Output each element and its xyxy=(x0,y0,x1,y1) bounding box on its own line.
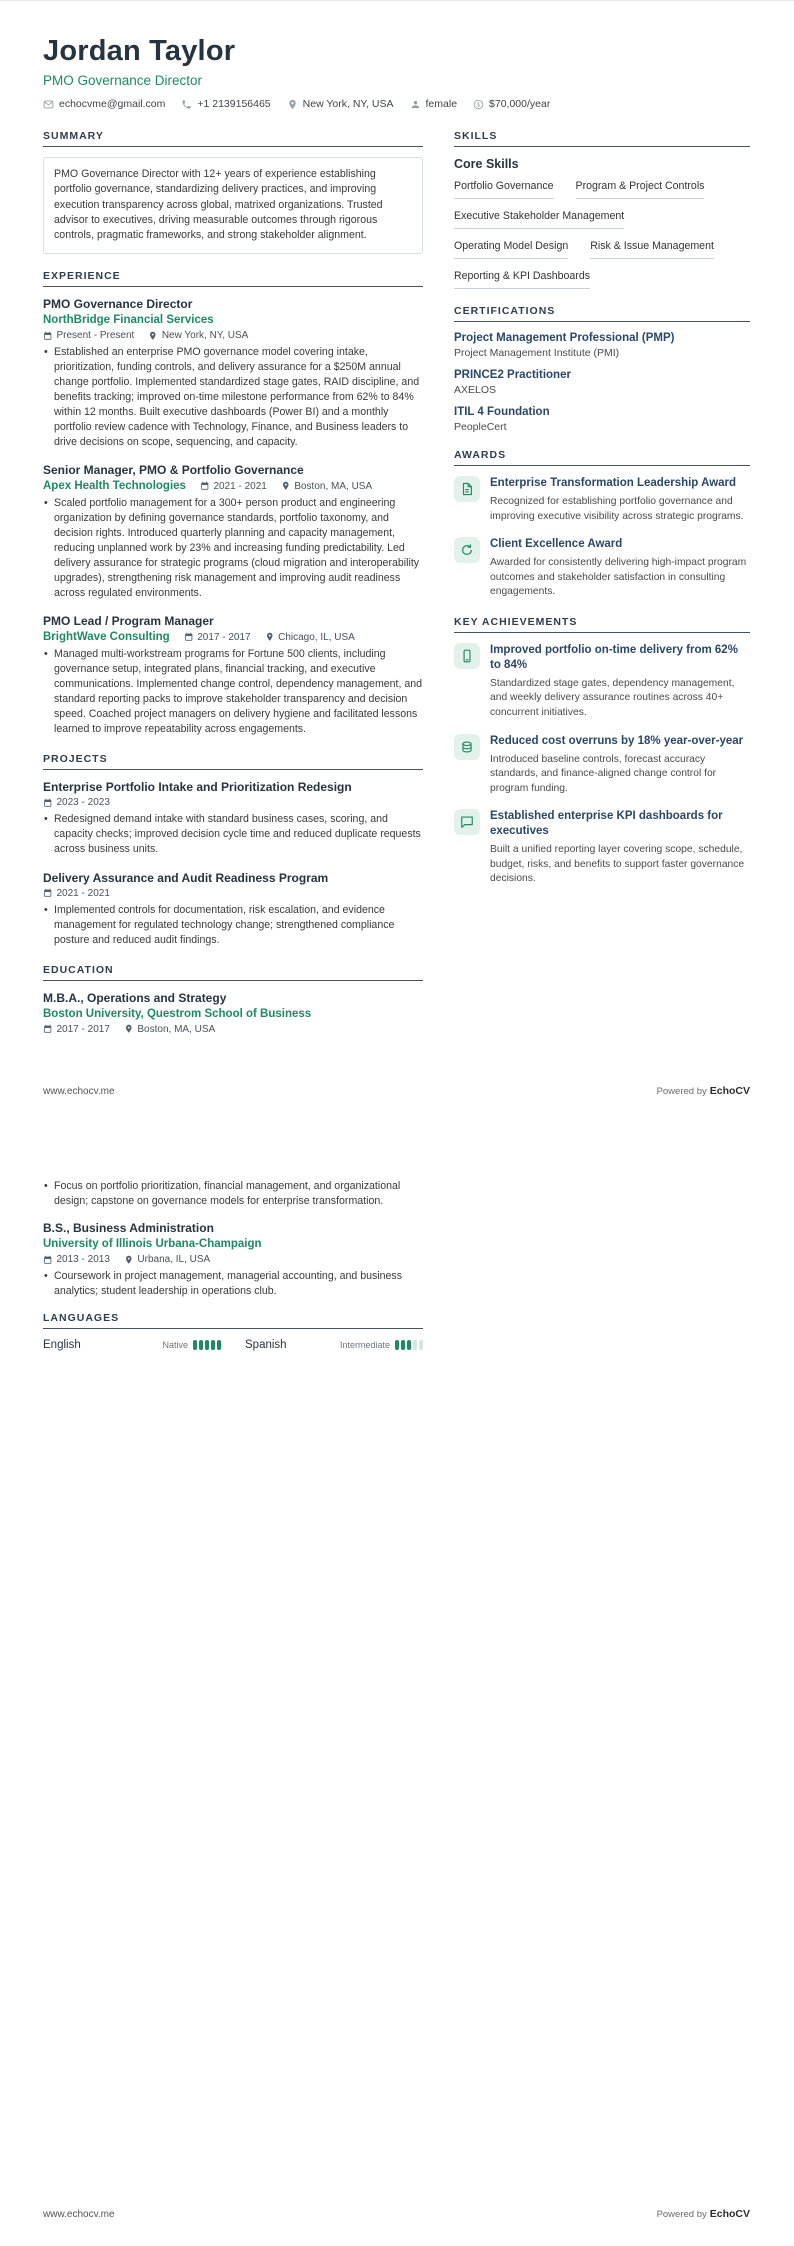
language-level-bar xyxy=(217,1340,221,1350)
certification-name: Project Management Professional (PMP) xyxy=(454,332,675,344)
education-item xyxy=(43,1221,423,1299)
chat-icon xyxy=(454,809,480,835)
contact-row xyxy=(43,98,750,110)
skills-section xyxy=(454,130,750,289)
project-dates-text: 2021 - 2021 xyxy=(56,887,110,899)
job-dates-text: 2021 - 2021 xyxy=(213,480,267,492)
achievement-body xyxy=(490,643,750,721)
job-dates xyxy=(43,330,134,341)
phone-icon xyxy=(181,99,192,110)
job-bullets xyxy=(43,647,423,737)
education-dates xyxy=(43,1254,110,1265)
left-column xyxy=(43,1177,423,1367)
contact-location-text: New York, NY, USA xyxy=(302,98,394,110)
award-item xyxy=(454,476,750,524)
key-achievements-section xyxy=(454,616,750,887)
contact-salary-text: $70,000/year xyxy=(489,98,551,110)
certification-item xyxy=(454,332,750,359)
certification-name: PRINCE2 Practitioner xyxy=(454,369,571,381)
calendar-icon xyxy=(43,798,53,808)
contact-salary xyxy=(473,98,550,110)
left-column xyxy=(43,130,423,1051)
email-icon xyxy=(43,99,54,110)
skill-tag: Risk & Issue Management xyxy=(590,240,714,259)
language-level-bars xyxy=(193,1340,221,1350)
experience-item xyxy=(43,297,423,450)
award-item xyxy=(454,537,750,600)
job-bullets xyxy=(43,496,423,601)
education-meta-line xyxy=(43,1008,423,1035)
language-name: English xyxy=(43,1339,81,1352)
skill-tag: Reporting & KPI Dashboards xyxy=(454,270,590,289)
certifications-heading: CERTIFICATIONS xyxy=(454,305,750,322)
education-location xyxy=(124,1254,210,1265)
candidate-title: PMO Governance Director xyxy=(43,73,203,88)
skill-tag: Executive Stakeholder Management xyxy=(454,210,624,229)
skills-heading: SKILLS xyxy=(454,130,750,147)
bullet-point: • Implemented controls for documentation, risk escalation, and evidence management for regulated technology change; strengthened compliance posture and reduced audit findings. xyxy=(43,903,423,948)
education-location xyxy=(124,1024,215,1035)
bullet-point: • Focus on portfolio prioritization, financial management, and organizational design; capstone on governance models for enterprise transformation. xyxy=(43,1179,423,1209)
job-title: Senior Manager, PMO & Portfolio Governance xyxy=(43,463,304,478)
candidate-name: Jordan Taylor xyxy=(43,35,236,67)
certification-issuer: AXELOS xyxy=(454,384,497,396)
page2-columns xyxy=(43,1177,750,1367)
language-level-bar xyxy=(205,1340,209,1350)
language-name: Spanish xyxy=(245,1339,287,1352)
job-dates xyxy=(200,481,267,492)
certification-issuer: Project Management Institute (PMI) xyxy=(454,347,620,359)
certifications-section xyxy=(454,305,750,433)
footer-brand: EchoCV xyxy=(709,2208,750,2220)
certification-name: ITIL 4 Foundation xyxy=(454,406,550,418)
contact-gender-text: female xyxy=(425,98,458,110)
project-meta-line xyxy=(43,797,423,808)
education-dates-text: 2017 - 2017 xyxy=(56,1023,110,1035)
achievement-description: Introduced baseline controls, forecast accuracy standards, and finance-aligned change control for program funding. xyxy=(490,753,717,794)
achievement-body xyxy=(490,734,750,797)
job-dates xyxy=(184,632,251,643)
award-title: Enterprise Transformation Leadership Award xyxy=(490,477,737,489)
projects-heading: PROJECTS xyxy=(43,753,423,770)
achievement-item xyxy=(454,734,750,797)
language-level-bar xyxy=(413,1340,417,1350)
right-column xyxy=(454,1177,750,1367)
summary-text: PMO Governance Director with 12+ years of experience establishing portfolio governance, standardizing delivery practices, and improving execution transparency across global, matrixed organizations. Trusted advisor to executives, driving measurable outcomes through rigorous controls, pragmatic frameworks, and strong stakeholder alignment. xyxy=(43,157,423,254)
experience-heading: EXPERIENCE xyxy=(43,270,423,287)
project-dates xyxy=(43,797,110,808)
job-meta-line xyxy=(43,480,423,492)
language-level-bar xyxy=(395,1340,399,1350)
location-pin-icon xyxy=(124,1024,134,1034)
skills-tag-list xyxy=(454,180,750,289)
bullet-point: • Scaled portfolio management for a 300+ person product and engineering organization by defining governance standards, portfolio taxonomy, and decision rights. Introduced quarterly planning and capacity management, reducing unplanned work by 23% and increasing funding predictability. Led delivery assurance for strategic programs (cloud migration and interoperability upgrades), strengthening risk management and improving audit readiness across regulated environments. xyxy=(43,496,423,601)
location-pin-icon xyxy=(265,632,275,642)
bullet-point: • Redesigned demand intake with standard business cases, scoring, and capacity checks; improved decision cycle time and reduced duplicate requests across business units. xyxy=(43,812,423,857)
education-meta-line xyxy=(43,1238,423,1265)
award-description: Awarded for consistently delivering high-impact program outcomes and stakeholder satisfaction in consulting engagements. xyxy=(490,557,747,598)
skill-tag: Portfolio Governance xyxy=(454,180,554,199)
calendar-icon xyxy=(43,1024,53,1034)
footer-site-url: www.echocv.me xyxy=(43,2209,115,2220)
contact-location xyxy=(287,98,394,110)
footer-site-url: www.echocv.me xyxy=(43,1086,115,1097)
language-level-bar xyxy=(401,1340,405,1350)
achievement-title: Improved portfolio on-time delivery from 62% to 84% xyxy=(490,643,738,671)
footer-powered-prefix: Powered by xyxy=(656,1086,707,1097)
calendar-icon xyxy=(43,888,53,898)
certification-item xyxy=(454,369,750,396)
job-title: PMO Governance Director xyxy=(43,296,193,311)
job-location-text: Chicago, IL, USA xyxy=(278,631,355,643)
key-achievements-heading: KEY ACHIEVEMENTS xyxy=(454,616,750,633)
achievement-description: Standardized stage gates, dependency management, and weekly delivery assurance routines across 40+ concurrent initiatives. xyxy=(490,677,735,719)
skill-tag: Program & Project Controls xyxy=(576,180,705,199)
education-heading: EDUCATION xyxy=(43,964,423,981)
bullet-point: • Coursework in project management, managerial accounting, and business analytics; student leadership in operations club. xyxy=(43,1269,423,1299)
achievement-item xyxy=(454,643,750,721)
achievement-title: Established enterprise KPI dashboards for executives xyxy=(490,810,723,838)
project-title: Delivery Assurance and Audit Readiness Program xyxy=(43,870,329,885)
education-item xyxy=(43,991,423,1035)
calendar-icon xyxy=(43,331,53,341)
skills-group-title: Core Skills xyxy=(454,157,519,171)
project-meta-line xyxy=(43,888,423,899)
project-bullets xyxy=(43,812,423,857)
footer-powered-by xyxy=(657,2208,750,2220)
calendar-icon xyxy=(200,481,210,491)
degree-title: M.B.A., Operations and Strategy xyxy=(43,990,227,1005)
job-location-text: New York, NY, USA xyxy=(161,329,249,341)
summary-heading: SUMMARY xyxy=(43,130,423,147)
bullet-point: • Managed multi-workstream programs for Fortune 500 clients, including governance setup, integrated plans, financial tracking, and executive communications. Implemented change control, dependency management, and standard reporting packs to improve stakeholder transparency and decision speed. Coached project managers on delivery hygiene and facilitated lessons learned to improve repeatability across engagements. xyxy=(43,647,423,737)
job-bullets xyxy=(43,345,423,450)
mobile-icon xyxy=(454,643,480,669)
education-dates xyxy=(43,1024,110,1035)
job-location xyxy=(281,481,372,492)
project-item xyxy=(43,871,423,948)
certification-item xyxy=(454,406,750,433)
experience-section xyxy=(43,270,423,738)
job-dates-text: Present - Present xyxy=(56,329,135,341)
certification-issuer: PeopleCert xyxy=(454,421,507,433)
bullet-point: • Established an enterprise PMO governance model covering intake, prioritization, funding controls, and delivery assurance for a $250M annual change portfolio. Implemented standardized stage gates, RAID discipline, and benefits tracking; improved on-time milestone performance from 62% to 84% within 12 months. Built executive dashboards (Power BI) and a monthly portfolio review cadence with Technology, Finance, and Business leaders to drive decisions on scope, sequencing, and capacity. xyxy=(43,345,423,450)
salary-icon xyxy=(473,99,484,110)
skill-tag: Operating Model Design xyxy=(454,240,568,259)
page-2 xyxy=(0,1123,794,2246)
project-title: Enterprise Portfolio Intake and Prioritization Redesign xyxy=(43,780,352,795)
achievement-item xyxy=(454,809,750,887)
footer-brand: EchoCV xyxy=(709,1085,750,1097)
contact-phone xyxy=(181,98,270,110)
project-dates xyxy=(43,888,110,899)
achievement-body xyxy=(490,809,750,887)
renewal-icon xyxy=(454,537,480,563)
language-level-label: Intermediate xyxy=(339,1340,390,1351)
calendar-icon xyxy=(184,632,194,642)
education-bullets-continued xyxy=(43,1179,423,1209)
award-body xyxy=(490,537,750,600)
job-meta-line xyxy=(43,631,423,643)
location-pin-icon xyxy=(124,1255,134,1265)
contact-email-text: echocvme@gmail.com xyxy=(59,98,166,110)
education-section xyxy=(43,964,423,1035)
footer-powered-by xyxy=(657,1085,750,1097)
page-footer xyxy=(43,2208,750,2220)
degree-title: B.S., Business Administration xyxy=(43,1221,214,1236)
projects-section xyxy=(43,753,423,947)
contact-gender xyxy=(410,98,458,110)
job-title: PMO Lead / Program Manager xyxy=(43,614,214,629)
footer-powered-prefix: Powered by xyxy=(656,2209,707,2220)
job-location xyxy=(265,632,355,643)
language-item xyxy=(245,1339,423,1351)
experience-item xyxy=(43,614,423,737)
language-level-bars xyxy=(395,1340,423,1350)
language-level-label: Native xyxy=(162,1340,188,1351)
languages-row xyxy=(43,1339,423,1351)
job-meta-line xyxy=(43,314,423,341)
education-bullets xyxy=(43,1269,423,1299)
project-bullets xyxy=(43,903,423,948)
language-level-bar xyxy=(199,1340,203,1350)
education-location-text: Boston, MA, USA xyxy=(137,1023,216,1035)
resume-header xyxy=(43,35,750,110)
project-dates-text: 2023 - 2023 xyxy=(56,797,110,809)
language-level-bar xyxy=(419,1340,423,1350)
awards-heading: AWARDS xyxy=(454,449,750,466)
location-icon xyxy=(287,99,298,110)
language-item xyxy=(43,1339,221,1351)
summary-section xyxy=(43,130,423,254)
languages-heading: LANGUAGES xyxy=(43,1312,423,1329)
certificate-icon xyxy=(454,476,480,502)
education-location-text: Urbana, IL, USA xyxy=(137,1254,211,1266)
location-pin-icon xyxy=(148,331,158,341)
education-dates-text: 2013 - 2013 xyxy=(56,1254,110,1266)
job-dates-text: 2017 - 2017 xyxy=(197,631,251,643)
school-name: University of Illinois Urbana-Champaign xyxy=(43,1238,262,1251)
contact-email xyxy=(43,98,165,110)
language-level-bar xyxy=(193,1340,197,1350)
award-description: Recognized for establishing portfolio governance and improving executive visibility across strategic programs. xyxy=(490,495,744,522)
achievement-description: Built a unified reporting layer covering scope, schedule, budget, risks, and benefits to support faster governance decisions. xyxy=(490,844,745,885)
page1-columns xyxy=(43,130,750,1051)
company-name: BrightWave Consulting xyxy=(43,631,170,644)
contact-phone-text: +1 2139156465 xyxy=(197,98,271,110)
savings-icon xyxy=(454,734,480,760)
school-name: Boston University, Questrom School of Business xyxy=(43,1007,312,1020)
achievement-title: Reduced cost overruns by 18% year-over-year xyxy=(490,734,744,747)
job-location xyxy=(148,330,248,341)
awards-section xyxy=(454,449,750,600)
right-column xyxy=(454,130,750,1051)
job-location-text: Boston, MA, USA xyxy=(294,480,373,492)
language-level-bar xyxy=(211,1340,215,1350)
award-body xyxy=(490,476,750,524)
experience-item xyxy=(43,463,423,601)
language-level-bar xyxy=(407,1340,411,1350)
calendar-icon xyxy=(43,1255,53,1265)
page-footer xyxy=(43,1085,750,1097)
languages-section xyxy=(43,1312,423,1351)
award-title: Client Excellence Award xyxy=(490,538,623,551)
location-pin-icon xyxy=(281,481,291,491)
project-item xyxy=(43,780,423,857)
company-name: NorthBridge Financial Services xyxy=(43,313,214,326)
gender-icon xyxy=(410,99,421,110)
company-name: Apex Health Technologies xyxy=(43,480,186,493)
